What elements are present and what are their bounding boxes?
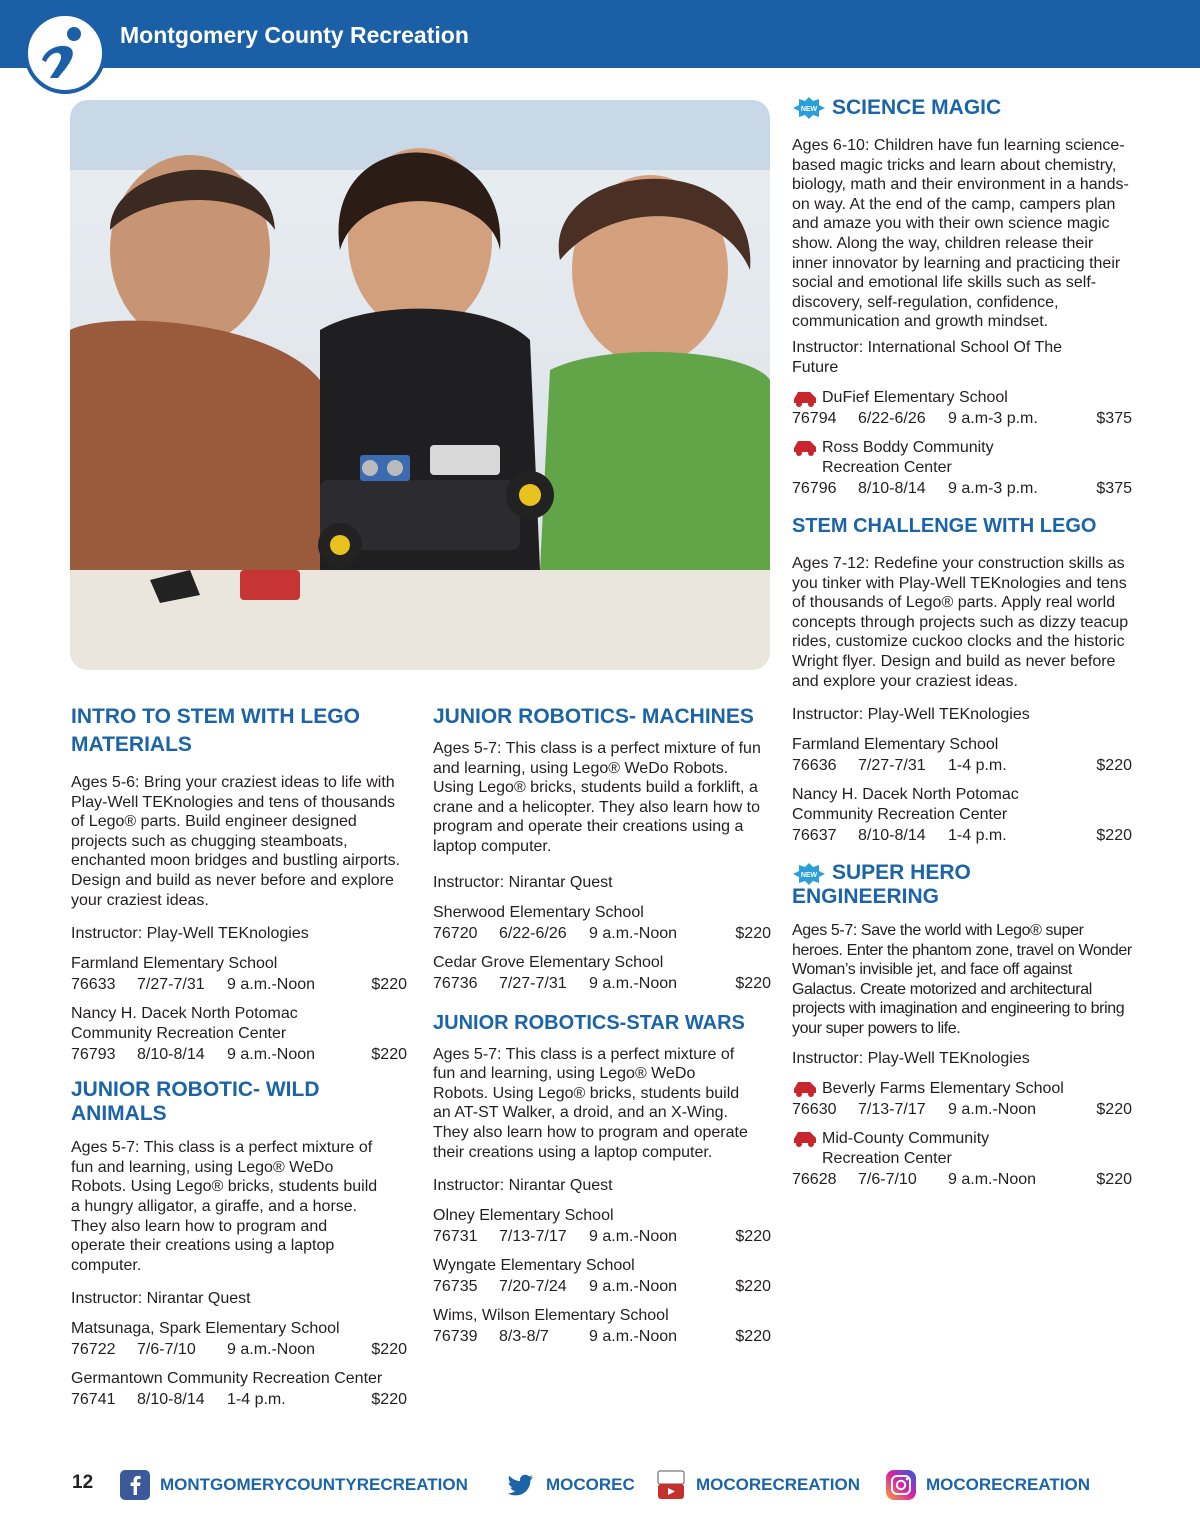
course-code: 76741 — [71, 1391, 116, 1409]
session-price: $220 — [735, 1328, 771, 1346]
session-price: $220 — [735, 1278, 771, 1296]
super-hero-instructor: Instructor: Play-Well TEKnologies — [792, 1049, 1030, 1067]
course-code: 76796 — [792, 479, 837, 497]
course-code: 76793 — [71, 1046, 116, 1064]
session-row[interactable] — [792, 1099, 1132, 1121]
facebook-icon — [120, 1470, 150, 1500]
session-price: $220 — [1096, 827, 1132, 845]
youtube-icon — [656, 1470, 686, 1500]
session-dates: 8/3-8/7 — [499, 1328, 549, 1346]
session-location: Sherwood Elementary School — [433, 903, 644, 921]
course-code: 76630 — [792, 1100, 837, 1118]
session-time: 9 a.m.-Noon — [227, 976, 316, 994]
youtube-link[interactable]: MOCORECREATION — [656, 1470, 860, 1500]
new-badge-icon — [792, 863, 826, 885]
star-wars-desc: Ages 5-7: This class is a perfect mixture of fun and learning, using Lego® WeDo Robots. Using Lego® bricks, students build an AT-ST Walker, a droid, and an X-Wing. They also learn how to program and operate their creations using a laptop computer. — [433, 1045, 748, 1161]
twitter-link[interactable]: MOCOREC — [506, 1470, 635, 1500]
session-dates: 7/13-7/17 — [858, 1100, 926, 1118]
session-dates: 7/20-7/24 — [499, 1278, 567, 1296]
session-time: 9 a.m.-Noon — [227, 1046, 316, 1064]
session-time: 1-4 p.m. — [948, 827, 1007, 845]
session-time: 9 a.m.-Noon — [227, 1341, 316, 1359]
session-row[interactable] — [433, 1326, 771, 1348]
session-row[interactable] — [433, 1276, 771, 1298]
session-location: Cedar Grove Elementary School — [433, 953, 664, 971]
session-price: $220 — [371, 1341, 407, 1359]
session-dates: 7/6-7/10 — [858, 1170, 917, 1188]
session-time: 9 a.m-3 p.m. — [948, 479, 1038, 497]
session-dates: 6/22-6/26 — [858, 409, 926, 427]
course-code: 76637 — [792, 827, 837, 845]
session-row[interactable] — [71, 1339, 407, 1361]
session-row[interactable] — [71, 1389, 407, 1411]
session-location: Nancy H. Dacek North Potomac Community Recreation Center — [792, 786, 1019, 824]
session-location: Wims, Wilson Elementary School — [433, 1307, 669, 1325]
intro-stem-title: INTRO TO STEM WITH LEGO MATERIALS — [71, 705, 360, 756]
page-footer — [0, 1462, 1200, 1502]
session-time: 9 a.m.-Noon — [589, 1228, 678, 1246]
session-dates: 7/27-7/31 — [137, 976, 205, 994]
session-location: Beverly Farms Elementary School — [792, 1079, 1132, 1099]
course-code: 76731 — [433, 1228, 478, 1246]
session-time: 9 a.m.-Noon — [589, 1328, 678, 1346]
session-price: $375 — [1096, 479, 1132, 497]
session-dates: 7/6-7/10 — [137, 1341, 196, 1359]
wild-animals-instructor: Instructor: Nirantar Quest — [71, 1290, 251, 1308]
session-row[interactable] — [433, 923, 771, 945]
column-2 — [433, 703, 771, 1348]
session-location: Wyngate Elementary School — [433, 1257, 635, 1275]
session-row[interactable] — [792, 478, 1132, 500]
science-magic-desc: Ages 6-10: Children have fun learning science-based magic tricks and learn about chemistry, biology, math and their environment in a hands-on way. At the end of the camp, campers plan and amaze you with their own science magic show. Along the way, children release their inner innovator by learning and practicing their social and emotional life skills such as self-discovery, self-regulation, confidence, communication and growth mindset. — [792, 137, 1129, 331]
bus-icon — [792, 389, 818, 407]
session-location: Germantown Community Recreation Center — [71, 1370, 383, 1388]
column-3 — [792, 94, 1132, 1191]
session-price: $220 — [735, 924, 771, 942]
instagram-link[interactable]: MOCORECREATION — [886, 1470, 1090, 1500]
session-location: Ross Boddy Community Recreation Center — [792, 438, 1132, 478]
course-code: 76636 — [792, 757, 837, 775]
science-magic-title: NEW SCIENCE MAGIC — [792, 94, 1132, 122]
course-code: 76628 — [792, 1170, 837, 1188]
machines-desc: Ages 5-7: This class is a perfect mixture of fun and learning, using Lego® WeDo Robots. Using Lego® bricks, students build a forklift, a crane and a helicopter. They also learn how to program and operate their creations using a laptop computer. — [433, 740, 761, 855]
session-location: DuFief Elementary School — [792, 388, 1132, 408]
session-row[interactable] — [71, 1044, 407, 1066]
session-time: 9 a.m.-Noon — [589, 924, 678, 942]
course-code: 76736 — [433, 974, 478, 992]
session-price: $220 — [371, 1046, 407, 1064]
session-price: $220 — [371, 976, 407, 994]
bus-icon — [792, 438, 818, 456]
intro-stem-desc: Ages 5-6: Bring your craziest ideas to life with Play-Well TEKnologies and tens of thousands of Lego® parts. Build engineer designed projects such as chugging steamboats, enchanted moon bridges and bustling airports. Design and build as never before and explore your craziest ideas. — [71, 774, 401, 909]
svg-text:NEW: NEW — [800, 871, 818, 879]
wild-animals-title: JUNIOR ROBOTIC- WILD ANIMALS — [71, 1078, 320, 1126]
session-location: Nancy H. Dacek North Potomac Community Recreation Center — [71, 1005, 298, 1043]
wild-animals-desc: Ages 5-7: This class is a perfect mixture of fun and learning, using Lego® WeDo Robots. Using Lego® bricks, students build a hungry alligator, a giraffe, and a horse. They also learn how to program and operate their creations using a laptop computer. — [71, 1139, 378, 1274]
session-price: $220 — [1096, 1170, 1132, 1188]
session-location: Olney Elementary School — [433, 1207, 614, 1225]
header-title: Montgomery County Recreation — [120, 22, 469, 48]
session-time: 9 a.m.-Noon — [948, 1100, 1037, 1118]
machines-instructor: Instructor: Nirantar Quest — [433, 873, 613, 891]
session-location: Farmland Elementary School — [792, 736, 999, 754]
session-price: $220 — [735, 1228, 771, 1246]
session-price: $220 — [1096, 757, 1132, 775]
page-number: 12 — [72, 1472, 94, 1493]
session-dates: 8/10-8/14 — [137, 1391, 205, 1409]
session-price: $375 — [1096, 409, 1132, 427]
session-dates: 7/13-7/17 — [499, 1228, 567, 1246]
session-price: $220 — [735, 974, 771, 992]
intro-stem-instructor: Instructor: Play-Well TEKnologies — [71, 925, 309, 943]
session-dates: 8/10-8/14 — [858, 827, 926, 845]
science-magic-instructor: Instructor: International School Of The Future — [792, 338, 1063, 376]
session-row[interactable] — [71, 974, 407, 996]
session-dates: 7/27-7/31 — [499, 974, 567, 992]
course-code: 76739 — [433, 1328, 478, 1346]
stem-challenge-desc: Ages 7-12: Redefine your construction skills as you tinker with Play-Well TEKnologies and tens of thousands of Lego® parts. Apply real world concepts through projects such as dizzy teacup rides, customize cuckoo clocks and the historic Wright flyer. Design and build as never before and explore your craziest ideas. — [792, 554, 1129, 690]
session-time: 9 a.m.-Noon — [589, 974, 678, 992]
session-row[interactable] — [433, 973, 771, 995]
session-location: Matsunaga, Spark Elementary School — [71, 1320, 340, 1338]
bus-icon — [792, 1129, 818, 1147]
session-price: $220 — [1096, 1100, 1132, 1118]
instagram-icon — [886, 1470, 916, 1500]
montgomery-logo-icon — [24, 12, 106, 94]
course-code: 76735 — [433, 1278, 478, 1296]
star-wars-instructor: Instructor: Nirantar Quest — [433, 1177, 613, 1195]
session-row[interactable] — [792, 1169, 1132, 1191]
svg-text:NEW: NEW — [800, 106, 818, 114]
course-code: 76794 — [792, 409, 837, 427]
session-dates: 8/10-8/14 — [858, 479, 926, 497]
session-time: 9 a.m-3 p.m. — [948, 409, 1038, 427]
session-dates: 8/10-8/14 — [137, 1046, 205, 1064]
super-hero-title: NEW SUPER HERO ENGINEERING — [792, 861, 971, 909]
session-location: Farmland Elementary School — [71, 955, 278, 973]
new-badge-icon — [792, 97, 826, 119]
star-wars-title: JUNIOR ROBOTICS-STAR WARS — [433, 1011, 745, 1034]
twitter-icon — [506, 1470, 536, 1500]
course-code: 76633 — [71, 976, 116, 994]
bus-icon — [792, 1079, 818, 1097]
course-code: 76722 — [71, 1341, 116, 1359]
stem-challenge-instructor: Instructor: Play-Well TEKnologies — [792, 706, 1030, 724]
session-time: 9 a.m.-Noon — [948, 1170, 1037, 1188]
session-price: $220 — [371, 1391, 407, 1409]
session-row[interactable] — [792, 755, 1132, 777]
session-dates: 6/22-6/26 — [499, 924, 567, 942]
stem-challenge-title: STEM CHALLENGE WITH LEGO — [792, 514, 1097, 537]
super-hero-desc: Ages 5-7: Save the world with Lego® super heroes. Enter the phantom zone, travel on Wonder Woman’s invisible jet, and face off against Galactus. Create motorized and architectural projects with imagination and engineering to bring your super powers to life. — [792, 922, 1132, 1038]
session-location: Mid-County Community Recreation Center — [792, 1129, 1132, 1169]
session-time: 1-4 p.m. — [948, 757, 1007, 775]
course-code: 76720 — [433, 924, 478, 942]
column-1 — [71, 703, 407, 1411]
machines-title: JUNIOR ROBOTICS- MACHINES — [433, 705, 754, 728]
session-row[interactable] — [792, 408, 1132, 430]
kids-robotics-photo — [70, 100, 770, 670]
session-time: 1-4 p.m. — [227, 1391, 286, 1409]
session-time: 9 a.m.-Noon — [589, 1278, 678, 1296]
facebook-link[interactable]: MONTGOMERYCOUNTYRECREATION — [120, 1470, 468, 1500]
session-dates: 7/27-7/31 — [858, 757, 926, 775]
session-row[interactable] — [792, 825, 1132, 847]
session-row[interactable] — [433, 1226, 771, 1248]
page-header — [0, 0, 1200, 68]
